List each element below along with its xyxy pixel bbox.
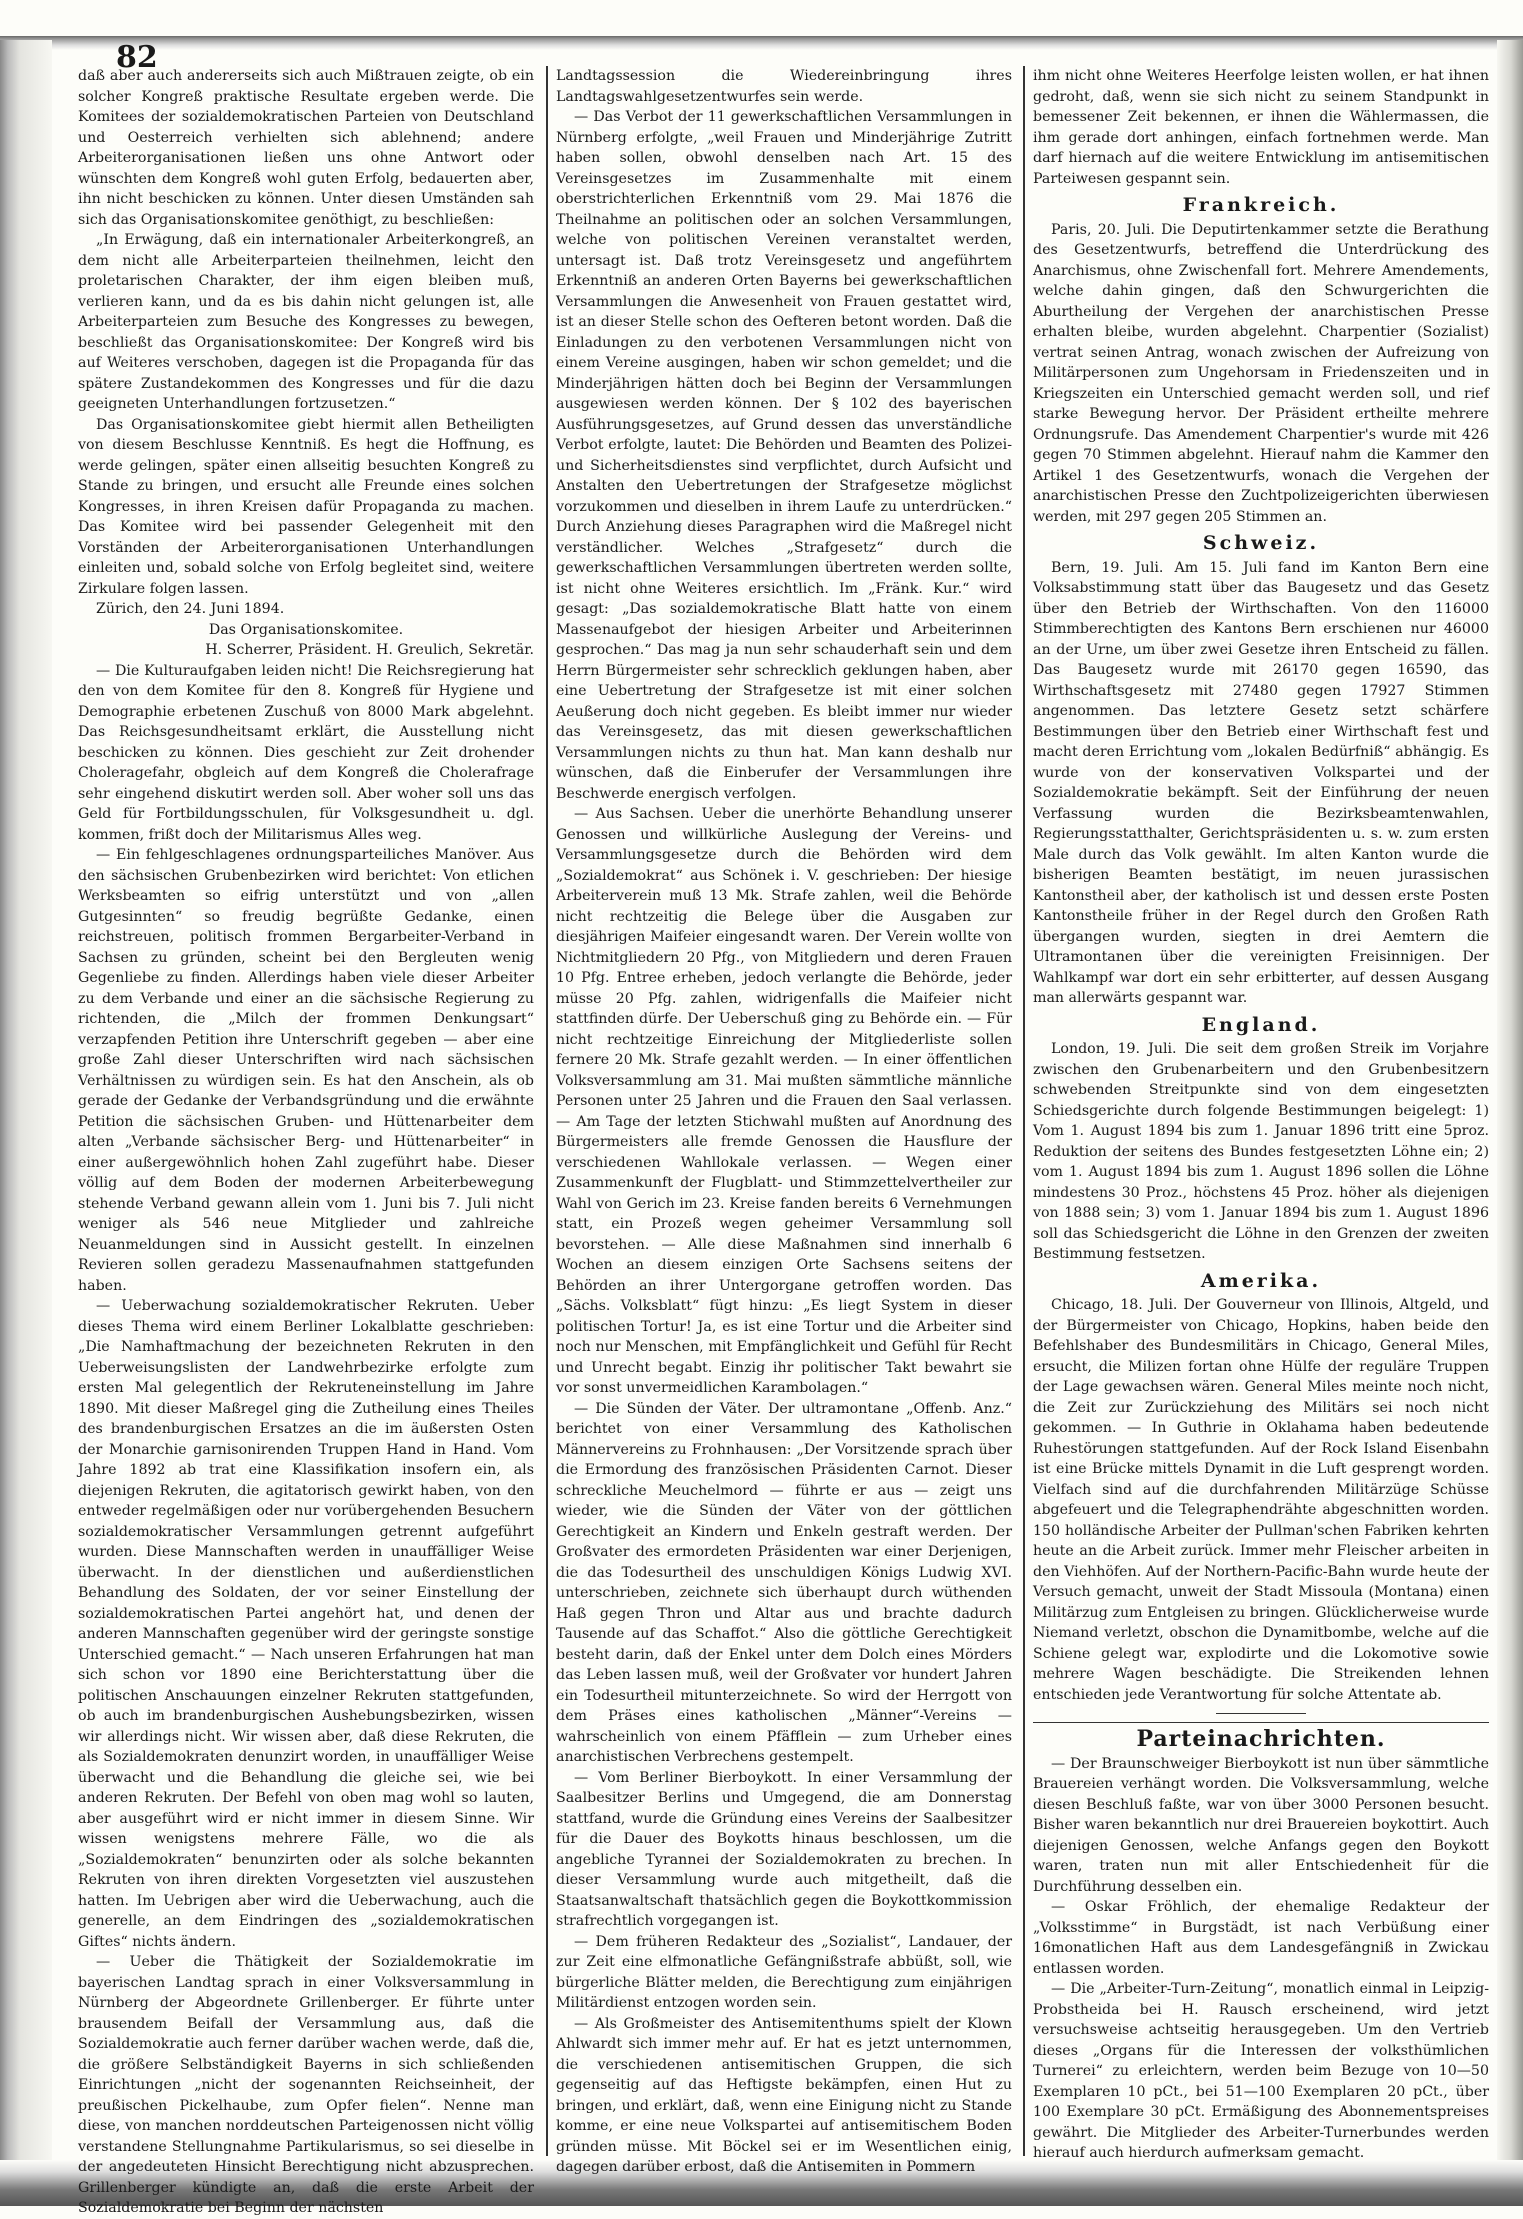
article-paragraph: — Die Sünden der Väter. Der ultramontane „Offenb. Anz.“ berichtet von einer Versammlung des Katholischen Männervereins zu Frohnhausen: „Der Vorsitzende sprach über die Ermordung des französischen Präsidenten Carnot. Dieser schreckliche Meuchelmord — führte er aus — zeigt uns wieder, wie die Sünden der Väter von der göttlichen Gerechtigkeit an Kindern und Enkeln gestraft werden. Der Großvater des ermordeten Präsidenten war einer Derjenigen, die das Todesurtheil des unschuldigen Königs Ludwig XVI. unterschrieben, zeichnete sich überhaupt durch wüthenden Haß gegen Thron und Altar aus und brachte dadurch Tausende auf das Schaffot.“ Also die göttliche Gerechtigkeit besteht darin, daß der Enkel unter dem Dolch eines Mörders das Leben lassen muß, weil der Großvater vor hundert Jahren ein Todesurtheil mitunterzeichnete. So wird der Herrgott von dem Präses eines katholischen „Männer“-Vereins — wahrscheinlich von einem Pfäfflein — zum Urheber eines anarchistischen Verbrechens gestempelt. [556, 1400, 1012, 1765]
article-paragraph: — Oskar Fröhlich, der ehemalige Redakteur der „Volksstimme“ in Burgstädt, ist nach Verbüßung einer 16monatlichen Haft aus dem Landesgefängniß in Zwickau entlassen worden. [1033, 1899, 1489, 1977]
scan-top-edge [0, 36, 1523, 50]
scan-right-edge [1497, 40, 1523, 2180]
article-paragraph: — Ueber die Thätigkeit der Sozialdemokratie im bayerischen Landtag sprach in einer Volksversammlung in Nürnberg der Abgeordnete Grillenberger. Er führte unter brausendem Beifall der Versammlung aus, daß die Sozialdemokratie auch ferner darüber wachen werde, daß die, die größere Selbständigkeit Bayerns in sich schließenden Einrichtungen „nicht der sogenannten Reichseinheit, der preußischen Pickelhaube, zum Opfer fielen“. Nenne man diese, von manchen norddeutschen Parteigenossen nicht völlig verstandene Stellungnahme Partikularismus, so sei dieselbe in der angedeuteten Hinsicht Berechtigung nicht abzusprechen. Grillenberger kündigte an, daß die erste Arbeit der Sozialdemokratie bei Beginn der nächsten [78, 1954, 534, 2216]
article-paragraph: Zürich, den 24. Juni 1894. [96, 601, 285, 617]
article-paragraph: — Dem früheren Redakteur des „Sozialist“, Landauer, der zur Zeit eine elfmonatliche Gefängnißstrafe abbüßt, soll, wie bürgerliche Blätter melden, die Berechtigung zum einjährigen Militärdienst entzogen worden sein. [556, 1933, 1012, 2011]
article-paragraph: — Ein fehlgeschlagenes ordnungsparteiliches Manöver. Aus den sächsischen Grubenbezirken wird berichtet: Von etlichen Werksbeamten so eifrig unterstützt und von „allen Gutgesinnten“ so freudig begrüßte Gedanke, einen reichstreuen, politisch frommen Bergarbeiter-Verband in Sachsen zu gründen, scheint bei den Bergleuten wenig Gegenliebe zu finden. Allerdings haben viele dieser Arbeiter zu dem Verbande und einer an die sächsische Regierung zu richtenden, die „Milch der frommen Denkungsart“ verzapfenden Petition ihre Unterschrift gegeben — aber eine große Zahl dieser Unterschriften wird nach sächsischen Verhältnissen zu würdigen sein. Es hat den Anschein, als ob gerade der Gedanke der Verbandsgründung und die erwähnte Petition die sächsischen Gruben- und Hüttenarbeiter dem alten „Verbande sächsischer Berg- und Hüttenarbeiter“ in einer außergewöhnlich hohen Zahl zugeführt habe. Dieser völlig auf dem Boden der modernen Arbeiterbewegung stehende Verband gewann allein vom 1. Juni bis 7. Juli nicht weniger als 546 neue Mitglieder und zahlreiche Neuanmeldungen sind in Aussicht gestellt. In einzelnen Revieren sollen geradezu Massenaufnahmen stattgefunden haben. [78, 847, 534, 1294]
article-paragraph: — Ueberwachung sozialdemokratischer Rekruten. Ueber dieses Thema wird einem Berliner Lokalblatte geschrieben: „Die Namhaftmachung der bezeichneten Rekruten in den Ueberweisungslisten der Landwehrbezirke erfolgte zum ersten Mal gelegentlich der Rekruteneinstellung im Jahre 1890. Mit dieser Maßregel ging die Zutheilung eines Theiles des brandenburgischen Ersatzes an die im äußersten Osten der Monarchie garnisonirenden Truppen Hand in Hand. Vom Jahre 1892 ab trat eine Klassifikation insofern ein, als diejenigen Rekruten, die agitatorisch gewirkt haben, von den entweder regelmäßigen oder nur vorübergehenden Besuchern sozialdemokratischer Versammlungen getrennt aufgeführt wurden. Diese Mannschaften werden in unauffälliger Weise überwacht. In der dienstlichen und außerdienstlichen Behandlung des Soldaten, der vor seiner Einstellung der sozialdemokratischen Partei angehört hat, und denen der anderen Mannschaften gegenüber wird der geringste sonstige Unterschied gemacht.“ — Nach unseren Erfahrungen hat man sich schon vor 1890 eine Berichterstattung über die politischen Anschauungen einzelner Rekruten stattgefunden, ob auch im brandenburgischen Aushebungsbezirken, wissen wir allerdings nicht. Wir wissen aber, daß diese Rekruten, die als Sozialdemokraten denunzirt worden, in unauffälliger Weise überwacht und die Behandlung die gleiche sei, wie bei anderen Rekruten. Der Befehl von oben mag wohl so lauten, aber ausgeführt wird er nicht immer in diesem Sinne. Wir wissen wenigstens mehrere Fälle, wo die als „Sozialdemokraten“ benunzirten oder als solche bekannten Rekruten von ihren direkten Vorgesetzten viel auszustehen hatten. Im Uebrigen aber wird die Ueberwachung, auch die generelle, an dem Eindringen des „sozialdemokratischen Giftes“ nichts ändern. [78, 1298, 534, 1950]
scan-left-edge [0, 40, 52, 2180]
article-paragraph: H. Scherrer, Präsident. H. Greulich, Sekretär. [205, 642, 534, 658]
section-divider [1216, 1713, 1306, 1714]
article-paragraph: Das Organisationskomitee giebt hiermit allen Betheiligten von diesem Beschlusse Kenntniß. Es hegt die Hoffnung, es werde gelingen, später einen allseitig besuchten Kongreß zu Stande zu bringen, und ersucht alle Freunde eines solchen Kongresses, in ihren Kreisen dafür Propaganda zu machen. Das Komitee wird bei passender Gelegenheit mit den Vorständen der Arbeiterorganisationen Unterhandlungen einleiten und, sobald solche von Erfolg begleitet sind, weitere Zirkulare folgen lassen. [78, 416, 534, 597]
article-paragraph: — Als Großmeister des Antisemitenthums spielt der Klown Ahlwardt sich immer mehr auf. Er hat es jetzt unternommen, die verschiedenen antisemitischen Gruppen, die sich gegenseitig auf das Heftigste bekämpfen, einen Hut zu bringen, und erklärt, daß, wenn eine Einigung nicht zu Stande komme, er eine neue Volkspartei auf antisemitischem Boden gründen müsse. Mit Böckel sei er im Wesentlichen einig, dagegen darüber erbost, daß die Antisemiten in Pommern [556, 2015, 1012, 2175]
article-paragraph: London, 19. Juli. Die seit dem großen Streik im Vorjahre zwischen den Grubenarbeitern und den Grubenbesitzern schwebenden Streitpunkte sind von dem eingesetzten Schiedsgerichte durch folgende Bestimmungen beigelegt: 1) Vom 1. August 1894 bis zum 1. Januar 1896 tritt eine 5proz. Reduktion der seitens des Bundes festgesetzten Löhne ein; 2) vom 1. August 1894 bis zum 1. August 1896 sollen die Löhne mindestens 30 Proz., höchstens 45 Proz. höher als diejenigen von 1888 sein; 3) vom 1. Januar 1894 bis zum 1. August 1896 soll das Schiedsgericht die Löhne in den Grenzen der zweiten Bestimmung festsetzen. [1033, 1041, 1489, 1262]
article-paragraph: ihm nicht ohne Weiteres Heerfolge leisten wollen, er hat ihnen gedroht, daß, wenn sie sich nicht zu seinem Standpunkt in bemessener Zeit bekennen, er ihnen die Wählermassen, die ihm gerade dort anhingen, einfach fortnehmen werde. Man darf hiernach auf die weitere Entwicklung im antisemitischen Parteiwesen gespannt sein. [1033, 68, 1489, 187]
column-right [1033, 66, 1489, 2161]
article-paragraph: — Vom Berliner Bierboykott. In einer Versammlung der Saalbesitzer Berlins und Umgegend, die am Donnerstag stattfand, wurde die Gründung eines Vereins der Saalbesitzer für die Dauer des Boykotts hinaus beschlossen, um die angebliche Tyrannei der Sozialdemokraten zu brechen. In dieser Versammlung wurde auch mitgetheilt, daß die Staatsanwaltschaft thatsächlich gegen die Boykottkommission strafrechtlich vorgegangen ist. [556, 1769, 1012, 1929]
section-heading: Parteinachrichten. [1033, 1722, 1489, 1750]
article-paragraph: — Die „Arbeiter-Turn-Zeitung“, monatlich einmal in Leipzig-Probstheida bei H. Rausch erscheinend, wird jetzt versuchsweise achtseitig herausgegeben. Um den Vertrieb dieses „Organs für die Interessen der volksthümlichen Turnerei“ zu erleichtern, werden beim Bezuge von 10—50 Exemplaren 10 pCt., bei 51—100 Exemplaren 20 pCt., über 100 Exemplare 30 pCt. Ermäßigung des Abonnementspreises gewährt. Die Mitglieder des Arbeiter-Turnerbundes werden hierauf auch hierdurch aufmerksam gemacht. [1033, 1981, 1489, 2161]
section-heading: Amerika. [1200, 1269, 1322, 1292]
column-middle [556, 66, 1012, 2175]
section-heading: Schweiz. [1202, 532, 1320, 554]
article-paragraph: daß aber auch andererseits sich auch Mißtrauen zeigte, ob ein solcher Kongreß praktische Resultate ergeben werde. Die Komitees der sozialdemokratischen Parteien von Deutschland und Oesterreich verhielten sich ablehnend; andere Arbeiterorganisationen ließen uns ohne Antwort oder wünschten dem Kongreß wohl guten Erfolg, bedauerten aber, ihn nicht beschicken zu können. Unter diesen Umständen sah sich das Organisationskomitee genöthigt, zu beschließen: [78, 68, 534, 228]
section-heading: Frankreich. [1182, 194, 1340, 216]
column-rule [546, 66, 548, 2156]
article-paragraph: — Die Kulturaufgaben leiden nicht! Die Reichsregierung hat den von dem Komitee für den 8. Kongreß für Hygiene und Demographie erbetenen Zuschuß von 8000 Mark abgelehnt. Das Reichsgesundheitsamt erklärt, die Ausstellung nicht beschicken zu können. Dies geschieht zur Zeit drohender Choleragefahr, obgleich auf dem Kongreß die Cholerafrage sehr eingehend diskutirt werden soll. Aber woher soll uns das Geld für Fortbildungsschulen, für Volksgesundheit u. dgl. kommen, frißt doch der Militarismus Alles weg. [78, 662, 534, 843]
article-paragraph: Chicago, 18. Juli. Der Gouverneur von Illinois, Altgeld, und der Bürgermeister von Chicago, Hopkins, haben beide den Befehlshaber des Bundesmilitärs in Chicago, General Miles, ersucht, die Milizen fortan ohne Hülfe der reguläre Truppen der Lage gewachsen wären. General Miles meinte noch nicht, die Zeit zur Zurückziehung des Militärs sei noch nicht gekommen. — In Guthrie in Oklahama haben bedeutende Ruhestörungen stattgefunden. Auf der Rock Island Eisenbahn ist eine Brücke mittels Dynamit in die Luft gesprengt worden. Vielfach sind auf die durchfahrenden Militärzüge Schüsse abgefeuert und die Telegraphendrähte abgeschnitten worden. 150 holländische Arbeiter der Pullman'schen Fabriken kehrten heute an die Arbeit zurück. Immer mehr Fleischer arbeiten in den Viehhöfen. Auf der Northern-Pacific-Bahn wurde heute der Versuch gemacht, unweit der Stadt Missoula (Montana) einen Militärzug zum Entgleisen zu bringen. Glücklicherweise wurde Niemand verletzt, obschon die Dynamitbombe, welche auf die Schiene gelegt war, explodirte und die Lokomotive sowie mehrere Wagen beschädigte. Die Streikenden lehnen entschieden jede Verantwortung für solche Attentate ab. [1033, 1297, 1489, 1703]
article-paragraph: — Das Verbot der 11 gewerkschaftlichen Versammlungen in Nürnberg erfolgte, „weil Frauen und Minderjährige Zutritt haben sollen, obwohl denselben nach Art. 15 des Vereinsgesetzes im Zusammenhalte mit einem oberstrichterlichen Erkenntniß vom 29. Mai 1876 die Theilnahme an politischen oder an solchen Versammlungen, welche von politischen Vereinen veranstaltet werden, untersagt ist. Daß trotz Vereinsgesetz und angeführtem Erkenntniß an anderen Orten Bayerns bei gewerkschaftlichen Versammlungen die Anwesenheit von Frauen gestattet wird, ist an dieser Stelle schon des Oefteren betont worden. Daß die Einladungen zu den verbotenen Versammlungen nicht von einem Vereine ausgingen, haben wir schon gemeldet; und die Minderjährigen hätten doch bei Beginn der Versammlungen ausgewiesen werden können. Der § 102 des bayerischen Ausführungsgesetzes, auf Grund dessen das unverständliche Verbot erfolgte, lautet: Die Behörden und Beamten des Polizei- und Sicherheitsdienstes sind verpflichtet, durch Aufsicht und Anstalten den Uebertretungen der Strafgesetze möglichst vorzukommen und dieselben in ihrem Laufe zu unterdrücken.“ Durch Anziehung dieses Paragraphen wird die Maßregel nicht verständlicher. Welches „Strafgesetz“ durch die gewerkschaftlichen Versammlungen übertreten werden sollte, ist nicht ohne Weiteres ersichtlich. Im „Fränk. Kur.“ wird gesagt: „Das sozialdemokratische Blatt hatte von einem Massenaufgebot der hiesigen Arbeiter und Arbeiterinnen gesprochen.“ Das mag ja nun sehr schauderhaft sein und dem Herrn Bürgermeister sehr schrecklich geklungen haben, aber eine Uebertretung der Strafgesetze ist mit einer solchen Aeußerung doch nicht gegeben. Es bleibt immer nur wieder das Vereinsgesetz, das mit diesen gewerkschaftlichen Versammlungen nichts zu thun hat. Man kann deshalb nur wünschen, daß die Einberufer der Versammlungen ihre Beschwerde energisch verfolgen. [556, 109, 1012, 802]
column-left [78, 66, 534, 2216]
article-paragraph: Landtagssession die Wiedereinbringung ihres Landtagswahlgesetzentwurfes sein werde. [556, 68, 1012, 105]
article-paragraph: Paris, 20. Juli. Die Deputirtenkammer setzte die Berathung des Gesetzentwurfs, betreffend die Unterdrückung des Anarchismus, ohne Zwischenfall fort. Mehrere Amendements, welche dahin gingen, daß den Schwurgerichten die Aburtheilung der Vergehen der anarchistischen Presse erhalten bleibe, wurden abgelehnt. Charpentier (Sozialist) vertrat seinen Antrag, wonach zwischen der Aufreizung von Militärpersonen zum Ungehorsam in Friedenszeiten und in Kriegszeiten ein Unterschied gemacht werden soll, und rief starke Bewegung hervor. Der Präsident ertheilte mehrere Ordnungsrufe. Das Amendement Charpentier's wurde mit 426 gegen 70 Stimmen abgelehnt. Hierauf nahm die Kammer den Artikel 1 des Gesetzentwurfs, wonach die Vergehen der anarchistischen Presse den Zuchtpolizeigerichten überwiesen werden, mit 297 gegen 205 Stimmen an. [1033, 221, 1489, 525]
section-heading: England. [1201, 1013, 1321, 1036]
article-paragraph: Bern, 19. Juli. Am 15. Juli fand im Kanton Bern eine Volksabstimmung statt über das Baugesetz und das Gesetz über den Betrieb der Wirthschaften. Von den 116000 Stimmberechtigten des Kantons Bern erschienen nur 46000 an der Urne, um über zwei Gesetze ihren Entscheid zu fällen. Das Baugesetz wurde mit 26170 gegen 16590, das Wirthschaftsgesetz mit 27480 gegen 17927 Stimmen angenommen. Das letztere Gesetz setzt schärfere Bestimmungen über den Betrieb einer Wirthschaft fest und macht deren Errichtung vom „lokalen Bedürfniß“ abhängig. Es wurde von der konservativen Volkspartei und der Sozialdemokratie bekämpft. Seit der Einführung der neuen Verfassung wurden die Bezirksbeamtenwahlen, Regierungsstatthalter, Gerichtspräsidenten u. s. w. zum ersten Male durch das Volk gewählt. Im alten Kanton wurde die bisherigen Beamten bestätigt, im neuen jurassischen Kantonstheil aber, der katholisch ist und dessen erste Posten Kantonstheile früher in der Regel durch den Großen Rath übergangen wurden, siegten in drei Aemtern die Ultramontanen über die vereinigten Freisinnigen. Der Wahlkampf war dort ein sehr erbitterter, auf dessen Ausgang man allerwärts gespannt war. [1033, 559, 1489, 1006]
article-paragraph: Das Organisationskomitee. [208, 621, 404, 638]
article-paragraph: — Aus Sachsen. Ueber die unerhörte Behandlung unserer Genossen und willkürliche Auslegung der Vereins- und Versammlungsgesetze durch die Behörden wird dem „Sozialdemokrat“ aus Schönek i. V. geschrieben: Der hiesige Arbeiterverein muß 13 Mk. Strafe zahlen, weil die Behörde nicht rechtzeitig die Belege über die Ausgaben zur diesjährigen Maifeier eingesandt waren. Der Verein wollte von Nichtmitgliedern 20 Pfg., von Mitgliedern und deren Frauen 10 Pfg. Entree erheben, jedoch verlangte die Behörde, jeder müsse 20 Pfg. zahlen, widrigenfalls die Maifeier nicht stattfinden dürfe. Der Ueberschuß ging zu Behörde ein. — Für nicht rechtzeitige Einreichung der Mitgliederliste sollen fernere 20 Mk. Strafe gezahlt werden. — In einer öffentlichen Volksversammlung am 31. Mai mußten sämmtliche männliche Personen unter 25 Jahren und die Frauen den Saal verlassen. — Am Tage der letzten Stichwahl mußten auf Anordnung des Bürgermeisters alle fremde Genossen die Hausflure der verschiedenen Wahllokale verlassen. — Wegen einer Zusammenkunft der Flugblatt- und Stimmzettelvertheiler zur Wahl von Gerich im 23. Kreise fanden bereits 6 Vernehmungen statt, ein Prozeß wegen geheimer Versammlung soll bevorstehen. — Alle diese Maßnahmen sind innerhalb 6 Wochen an diesem einzigen Orte Sachsens seitens der Behörden an ihrer Untergorgane getroffen worden. Das „Sächs. Volksblatt“ fügt hinzu: „Es liegt System in dieser politischen Tortur! Ja, es ist eine Tortur und die Arbeiter sind noch nur Menschen, mit Empfänglichkeit und Gefühl für Recht und Unrecht begabt. Einzig ihr politischer Takt bewahrt sie vor sonst unvermeidlichen Karambolagen.“ [556, 806, 1012, 1396]
page-number: 82 [116, 40, 158, 75]
column-rule [1023, 66, 1025, 2156]
article-paragraph: — Der Braunschweiger Bierboykott ist nun über sämmtliche Brauereien verhängt worden. Die Volksversammlung, welche diesen Beschluß faßte, war von über 3000 Personen besucht. Bisher waren bekanntlich nur drei Brauereien boykottirt. Auch diejenigen Genossen, welche Anfangs gegen den Boykott waren, traten nun mit aller Entschiedenheit für die Durchführung desselben ein. [1033, 1755, 1489, 1895]
article-paragraph: „In Erwägung, daß ein internationaler Arbeiterkongreß, an dem nicht alle Arbeiterparteien theilnehmen, leicht den proletarischen Charakter, der ihm eigen bleiben muß, verlieren kann, und da es bis dahin nicht gelungen ist, alle Arbeiterparteien zum Besuche des Kongresses zu bewegen, beschließt das Organisationskomitee: Der Kongreß wird bis auf Weiteres verschoben, dagegen ist die Propaganda für das spätere Zustandekommen des Kongresses und für die dazu geeigneten Unterhandlungen fortzusetzen.“ [78, 232, 534, 412]
